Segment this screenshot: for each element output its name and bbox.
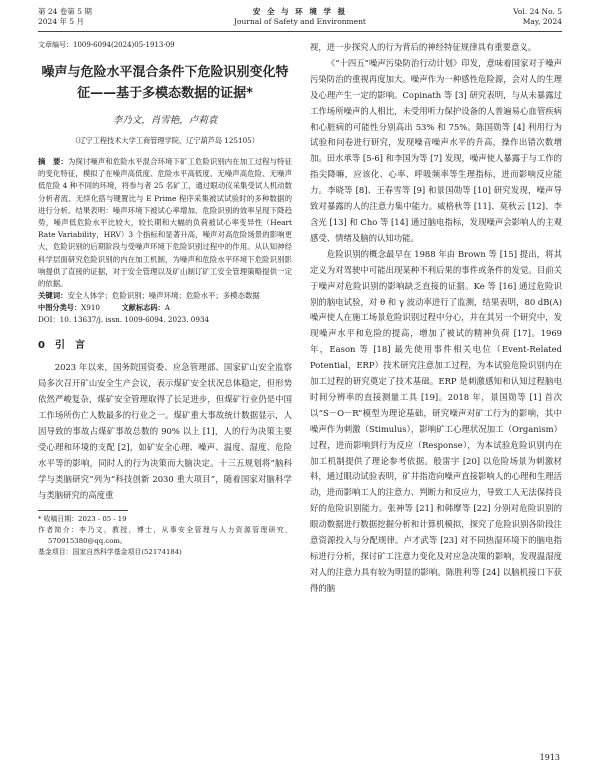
abstract-label: 摘 要： [38,157,68,166]
page-number: 1913 [539,753,560,762]
keywords [38,290,292,302]
doc-code-label: 文献标志码： [121,303,165,313]
article-number: 文章编号：1009-6094(2024)05-1913-09 [38,41,175,49]
header-date-cn: 2024 年 5 月 [38,17,85,26]
body-paragraph: 视，进一步探究人的行为背后的神经特征规律具有重要意义。 [310,42,537,52]
doi: DOI：10. 13637/j. issn. 1009-6094. 2023. 0934 [38,315,210,325]
header-right [513,7,562,27]
header-journal-cn: 安 全 与 环 境 学 报 [252,7,348,16]
body-paragraph: 《“十四五”噪声污染防治行动计划》印发，意味着国家对于噪声污染防治的重视再度加大。噪声作为一种感性危险源，会对人的生理及心理产生一定的影响。Copinath 等 [3] 研究表明，与从未暴露过工作场所噪声的人相比，未受用听力保护设备的人普遍易心血管疾病和心脏病的可能性分别高出 53% 和 75%。陈国勋等 [4] 利用行为试验和问卷进行研究，发现噪音噪声水平的升高，操作出错次数增加。田水承等 [5-6] 和李国为等 [7] 发现，噪声使人暴露于与工作的指尖降嘛，应该化、心率、呼吸频率等生理指标，进而影响反应能力。李晓等 [8]、王春雪等 [9] 和景国勋等 [10] 研究发现，噪声导致对暴露的人的注意力集中能力。威格秋等 [11]、莫秋云 [12]、李含光 [13] 和 Cho 等 [14] 通过脑电指标，发现噪声会影响人的主观感受、情绪及脑的认知功能。 [310,57,562,243]
section-heading-introduction: 0 引 言 [38,340,85,352]
keywords-text: 安全人体学；危险识别；噪声环境；危险水平；多模态数据 [67,291,260,301]
abstract-text: 为探讨噪声和危险水平混合环境下矿工危险识别内在加工过程与特征的变化特征，模拟了在噪声高低度、危险水平高低度、无噪声高危险、无噪声低危险 4 种不同的环境，将参与者 25 名矿工，通过眼动仪采集受试人机动数分析者流、无续化搭与键置比与 E Prime 程序采集被试试验时的多种数据的进行分析。结果表明：噪声环境下被试心率增加、危险识别的效率呈现下降趋势，噪声低危险水平比较大，较长期和大幅的负荷被试心率变异性（Heart Rate Variability，HRV）3 个指标和显著升高，噪声对高危险场景的影响更大，危险识别的后期阶段与受噪声环境下危险识别过程中的作用。从认知神经科学层面研究危险识别的内在加工机制，为噪声和危险水平环境下危险识别影响提供了直接的证据，对于安全管理以及矿山制订矿工安全管理策略提供一定的依据。 [38,157,292,289]
right-column [310,40,562,597]
doc-code-value: A [164,303,170,313]
header-journal-en: Journal of Safety and Environment [234,17,366,26]
classification-line [38,302,292,314]
running-header [38,7,562,31]
body-paragraph: 2023 年以来，国务院国资委、应急管理部、国家矿山安全监察局多次召开矿山安全生产会议，表示煤矿安全状况总体稳定，但形势依然严峻复杂，煤矿安全管理取得了长足进步，但煤矿行业仍是中国工作场所伤亡人数最多的行业之一。煤矿重大事故统计数据显示，人因导致的事故占煤矿事故总数的 90% 以上 [1]，人的行为决策主要受心理和环境的支配 [2]，如矿安全心理、噪声、温度、湿度、危险水平等的影响，同时人的行为决策而大脑决定。十三五规划将“脑科学与类脑研究”列为“科技创新 2030 重大项目”，随着国家对脑科学与类脑研究的高度重 [38,362,292,500]
header-divider [38,31,562,32]
header-date-en: May, 2024 [522,17,562,26]
affiliation: （辽宁工程技术大学工商管理学院，辽宁葫芦岛 125105） [71,136,259,145]
clc-label: 中图分类号： [38,303,82,313]
header-volume-cn: 第 24 卷第 5 期 [38,7,92,16]
keywords-label: 关键词： [38,291,68,301]
author-list: 李乃文，肖雪艳，卢莉袁 [112,115,218,126]
abstract [38,156,292,290]
header-volume-en: Vol. 24 No. 5 [513,7,562,16]
footnote-author-bio: 作者简介：李乃文，教授，博士，从事安全管理与人力资源管理研究，570915380@qq.com。 [38,525,292,545]
paper-title: 噪声与危险水平混合条件下危险识别变化特征——基于多模态数据的证据* [41,65,289,101]
body-paragraph: 危险识别的概念最早在 1988 年由 Brown 等 [15] 提出，将其定义为对驾驶中可能出现某种不利后果的事件或条件的发觉。目前关于噪声对危险识别的影响缺乏直接的证据。Ke 等 [16] 通过危险识别的脑电试验，对 θ 和 γ 波动率进行了监测，结果表明，80 dB(A) 噪声使人在施工场景危险识别过程中分心，并在其另一个研究中，发现噪声水平和危险的提高，增加了被试的精神负荷 [17]。1969 年，Eason 等 [18] 最先使用事件相关电位（Event-Related Potential，ERP）技术研究注意加工过程，为本试验危险识别内在加工过程的研究奠定了技术基础。ERP 是刺激感知和认知过程脑电时间分辨率的直接测量工具 [19]。2018 年，景国勋等 [1] 首次以“S－O－R”模型为理论基础，研究噪声对矿工行为的影响，其中噪声作为刺激（Stimulus），影响矿工心理状况加工（Organism）过程，进而影响到行为反应（Response），为本试验危险识别内在加工机制提供了理论参考依据。般雷宇 [20] 以危险场景为刺激材料，通过眼动试验表明，矿井指造向噪声直接影响人的心理和生理活动，进而影响工人的注意力、判断力和反应力，导致工人无法保持良好的危险识别能力。张神等 [21] 和韩摩等 [22] 分别对危险识别的眼动数据进行数据挖掘分析和计算机模拟，探究了危险识别各阶段注意资源投入与分配规律。卢才武等 [23] 对不同热湿环境下的脑电指标进行分析，探讨矿工注意力变化及对应急决策的影响，发现温湿度对人的注意力具有较为明显的影响。陈胜利等 [24] 以脑机接口下获得的脑 [310,248,562,593]
clc-value: X910 [81,303,100,313]
footnote-funding: 基金项目：国家自然科学基金项目(52174184) [38,548,182,557]
footnote-divider [38,510,128,511]
left-column [38,40,292,558]
header-center [38,7,562,27]
footnote-received: * 收稿日期：2023 - 05 - 19 [38,514,127,523]
